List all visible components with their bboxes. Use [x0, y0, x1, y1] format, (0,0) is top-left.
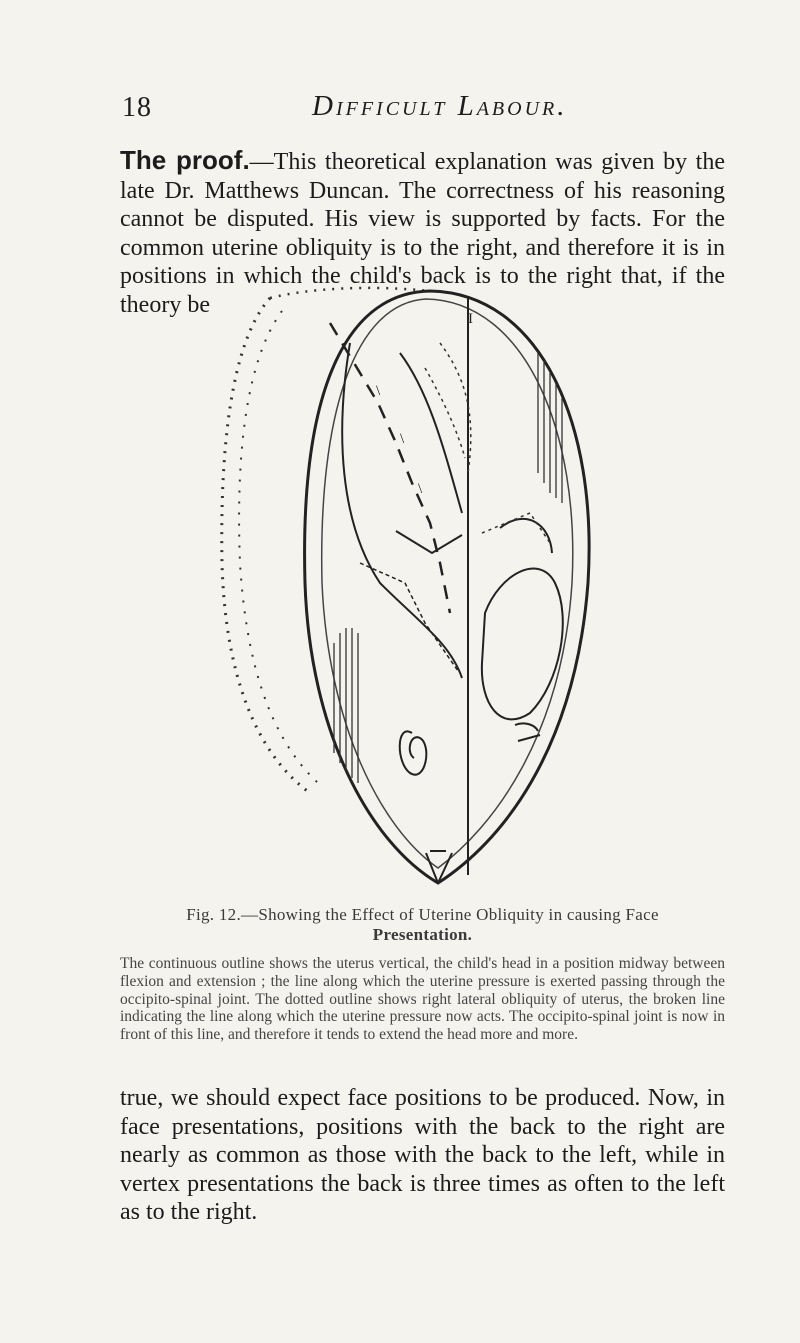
figure-caption — [120, 905, 725, 945]
running-title: Difficult Labour. — [312, 90, 568, 122]
svg-text:\: \ — [376, 383, 381, 399]
figure-caption-title: Fig. 12.—Showing the Effect of Uterine Obliquity in causing Face — [186, 905, 659, 924]
svg-text:\: \ — [418, 481, 423, 497]
fetal-head — [482, 569, 563, 720]
svg-text:I: I — [468, 311, 473, 327]
paragraph-lead: The proof. — [120, 145, 250, 175]
uterus-outline — [305, 291, 590, 883]
pressure-broken-line — [330, 323, 450, 613]
fetal-body — [342, 343, 462, 678]
uterus-illustration — [200, 283, 660, 895]
page-number: 18 — [122, 92, 152, 123]
svg-text:\: \ — [400, 431, 405, 447]
page-header — [122, 92, 722, 132]
paragraph-text: —This theoretical explanation was given by the late Dr. Matthews Duncan. The correctness of his reasoning cannot be disputed. His view is supported by facts. For the common uterine obliquity is to the right, and therefore it is in positions in which the child's back is to the right that, if the theory be — [120, 149, 725, 318]
uterus-diagram-svg — [200, 283, 660, 895]
dotted-oblique-outline — [222, 298, 310, 793]
figure-caption-title-end: Presentation. — [372, 925, 473, 944]
paragraph-continuation: true, we should expect face positions to be produced. Now, in face presentations, positions with the back to the right are nearly as common as those with the back to the left, while in vertex presentations the back is three times as often to the left as to the right. — [120, 1085, 725, 1225]
figure-description: The continuous outline shows the uterus vertical, the child's head in a position midway between flexion and extension ; the line along which the uterine pressure is exerted passing through the occipito-spinal joint. The dotted outline shows right lateral obliquity of uterus, the broken line indicating the line along which the uterine pressure now acts. The occipito-spinal joint is now in front of this line, and therefore it tends to extend the head more and more. — [120, 955, 725, 1044]
fetal-ear — [400, 731, 427, 774]
